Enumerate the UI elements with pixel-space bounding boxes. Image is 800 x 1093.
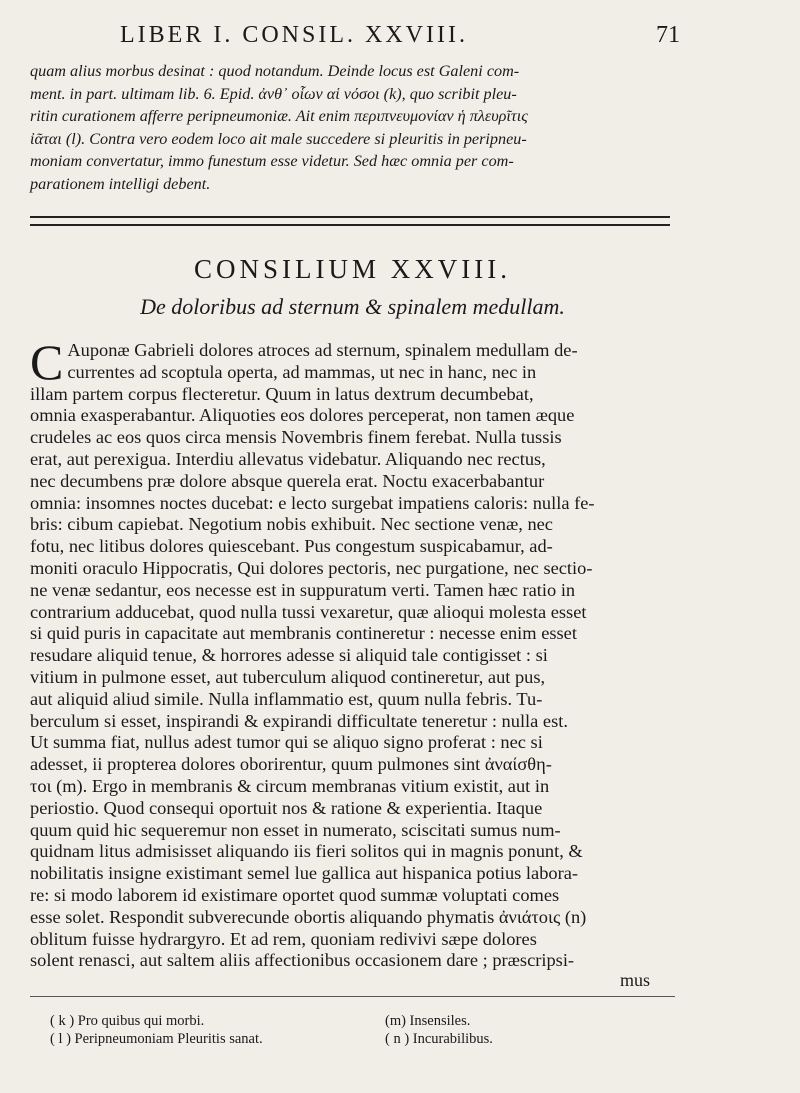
body-paragraph — [30, 334, 675, 972]
body-line: ne venæ sedantur, eos necesse est in suppuratum verti. Tamen hæc ratio in — [30, 579, 576, 600]
body-line: quidnam litus admisisset aliquando iis fieri solitos qui in magnis ponunt, & — [30, 841, 583, 862]
section-title: CONSILIUM XXVIII. — [194, 254, 511, 284]
body-line: nobilitatis insigne existimant semel lue gallica aut hispanica potius labora- — [30, 863, 579, 884]
carry-over-line: ἰᾶται (l). Contra vero eodem loco ait male succedere si pleuritis in peripneu- — [30, 129, 527, 148]
body-line: adesset, ii propterea dolores oborirentur, quum pulmones sint ἀναίσθη- — [30, 754, 552, 775]
section-divider — [30, 216, 670, 226]
body-line: fotu, nec litibus dolores quiescebant. Pus congestum suspicabamur, ad- — [30, 536, 553, 557]
body-line: aut aliquid aliud simile. Nulla inflammatio est, quum nulla febris. Tu- — [30, 688, 543, 709]
body-line: periostio. Quod consequi oportuit nos & ratione & experientia. Itaque — [30, 797, 543, 818]
running-head — [120, 22, 680, 49]
body-line: resudare aliquid tenue, & horrores adesse si aliquid tale contigisset : si — [30, 645, 548, 666]
body-line: moniti oraculo Hippocratis, Qui dolores pectoris, nec purgatione, nec sectio- — [30, 557, 593, 578]
footnotes-right-column — [385, 1012, 493, 1048]
catchword: mus — [620, 970, 651, 990]
running-head-title: LIBER I. CONSIL. XXVIII. — [120, 22, 468, 48]
carry-over-line: moniam convertatur, immo funestum esse videtur. Sed hæc omnia per com- — [30, 152, 514, 170]
section-subtitle: De doloribus ad sternum & spinalem medullam. — [140, 294, 565, 319]
carry-over-line: ritin curationem afferre peripneumoniæ. Ait enim περιπνευμονίαν ἡ πλευρῖτις — [30, 107, 528, 125]
footnote-m: (m) Insensiles. — [385, 1013, 471, 1029]
body-line: illam partem corpus flecteretur. Quum in latus dextrum decumbebat, — [30, 383, 534, 404]
footnote-k: ( k ) Pro quibus qui morbi. — [50, 1013, 205, 1029]
drop-cap: C — [30, 334, 64, 390]
body-line: Auponæ Gabrieli dolores atroces ad sternum, spinalem medullam de- — [67, 340, 578, 360]
body-line: crudeles ac eos quos circa mensis Novembris finem ferebat. Nulla tussis — [30, 427, 562, 448]
body-line: currentes ad scoptula operta, ad mammas, ut nec in hanc, nec in — [67, 361, 537, 382]
body-line: esse solet. Respondit subverecunde obortis aliquando phymatis ἀνιάτοις (n) — [30, 906, 587, 927]
body-line: Ut summa fiat, nullus adest tumor qui se aliquo signo proferat : nec si — [30, 732, 543, 753]
body-line: erat, aut perexigua. Interdiu allevatus videbatur. Aliquando nec rectus, — [30, 448, 546, 469]
footnote-n: ( n ) Incurabilibus. — [385, 1031, 493, 1047]
body-line: omnia exasperabantur. Aliquoties eos dolores perceperat, non tamen æque — [30, 405, 575, 426]
body-line: berculum si esset, inspirandi & expirandi difficultate teneretur : nulla est. — [30, 710, 568, 731]
body-line: oblitum fuisse hydrargyro. Et ad rem, quoniam redivivi sæpe dolores — [30, 928, 537, 949]
footnote-l: ( l ) Peripneumoniam Pleuritis sanat. — [50, 1031, 263, 1047]
body-line: contrarium adducebat, quod nulla tussi vexaretur, quæ alioqui molesta esset — [30, 601, 587, 622]
body-line: nec decumbens præ dolore absque querela erat. Noctu exacerbabantur — [30, 470, 545, 491]
page-number: 71 — [656, 22, 680, 48]
carry-over-line: parationem intelligi debent. — [30, 174, 211, 193]
carry-over-paragraph — [30, 60, 675, 195]
footnote-divider — [30, 996, 675, 997]
body-line: solent renasci, aut saltem aliis affectionibus occasionem dare ; præscripsi- — [30, 950, 575, 971]
carry-over-line: quam alius morbus desinat : quod notandum. Deinde locus est Galeni com- — [30, 62, 520, 80]
footnotes-left-column — [50, 1012, 263, 1048]
body-line: re: si modo laborem id existimare oportet quod summæ voluptati comes — [30, 884, 560, 905]
body-line: quum quid hic sequeremur non esset in numerato, sciscitati sumus num- — [30, 819, 561, 840]
body-line: omnia: insomnes noctes ducebat: e lecto surgebat impatiens caloris: nulla fe- — [30, 492, 595, 513]
carry-over-line: ment. in part. ultimam lib. 6. Epid. ἀνθ᾽ οἷων αἱ νόσοι (k), quo scribit pleu- — [30, 84, 517, 103]
body-line: si quid puris in capacitate aut membranis contineretur : necesse enim esset — [30, 623, 577, 644]
body-line: τοι (m). Ergo in membranis & circum membranas vitium existit, aut in — [30, 775, 550, 796]
body-line: bris: cibum capiebat. Negotium nobis exhibuit. Nec sectione venæ, nec — [30, 514, 553, 535]
body-line: vitium in pulmone esset, aut tuberculum aliquod contineretur, aut pus, — [30, 666, 546, 687]
